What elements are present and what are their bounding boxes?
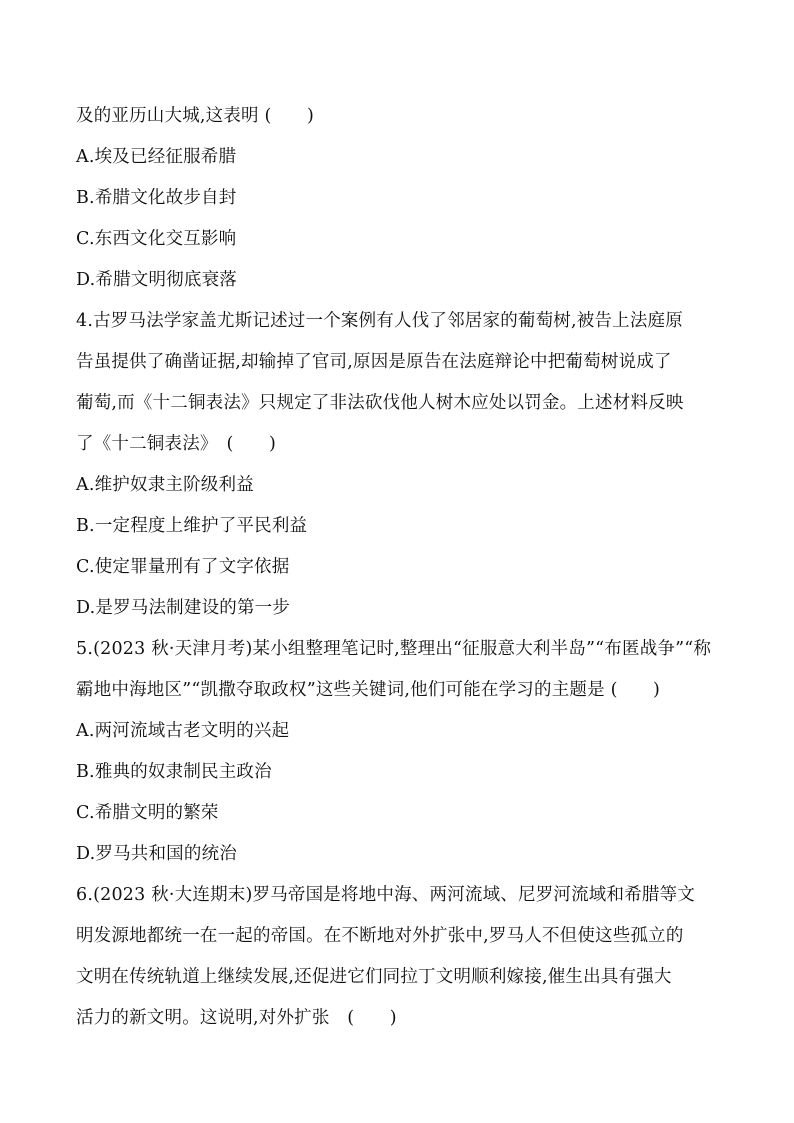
question-4-option-c: C.使定罪量刑有了文字依据	[76, 557, 290, 577]
question-3-option-a: A.埃及已经征服希腊	[76, 147, 237, 167]
question-6-stem-line-4: 活力的新文明。这说明,对外扩张 ( )	[76, 1008, 397, 1028]
question-4-stem-line-1: 4.古罗马法学家盖尤斯记述过一个案例有人伐了邻居家的葡萄树,被告上法庭原	[76, 311, 683, 331]
question-5-option-c: C.希腊文明的繁荣	[76, 803, 219, 823]
question-6-stem-line-3: 文明在传统轨道上继续发展,还促进它们同拉丁文明顺利嫁接,催生出具有强大	[76, 967, 672, 987]
question-4-stem-line-2: 告虽提供了确凿证据,却输掉了官司,原因是原告在法庭辩论中把葡萄树说成了	[76, 352, 672, 372]
question-4-option-a: A.维护奴隶主阶级利益	[76, 475, 254, 495]
question-5-option-d: D.罗马共和国的统治	[76, 844, 237, 864]
question-4-option-b: B.一定程度上维护了平民利益	[76, 516, 308, 536]
question-3-option-d: D.希腊文明彻底衰落	[76, 270, 237, 290]
question-3-option-b: B.希腊文化故步自封	[76, 188, 237, 208]
question-6-stem-line-2: 明发源地都统一在一起的帝国。在不断地对外扩张中,罗马人不但使这些孤立的	[76, 926, 684, 946]
question-5-option-b: B.雅典的奴隶制民主政治	[76, 762, 272, 782]
question-3-stem-tail: 及的亚历山大城,这表明 ( )	[76, 106, 314, 126]
question-4-option-d: D.是罗马法制建设的第一步	[76, 598, 291, 618]
question-6-stem-line-1: 6.(2023 秋·大连期末)罗马帝国是将地中海、两河流域、尼罗河流域和希腊等文	[76, 885, 696, 905]
question-4-stem-line-3: 葡萄,而《十二铜表法》只规定了非法砍伐他人树木应处以罚金。上述材料反映	[76, 393, 684, 413]
question-3-option-c: C.东西文化交互影响	[76, 229, 237, 249]
question-5-option-a: A.两河流域古老文明的兴起	[76, 721, 290, 741]
question-5-stem-line-1: 5.(2023 秋·天津月考)某小组整理笔记时,整理出“征服意大利半岛”“布匿战争”“称	[76, 639, 712, 659]
question-5-stem-line-2: 霸地中海地区”“凯撒夺取政权”这些关键词,他们可能在学习的主题是 ( )	[76, 680, 661, 700]
question-4-stem-line-4: 了《十二铜表法》 ( )	[76, 434, 277, 454]
